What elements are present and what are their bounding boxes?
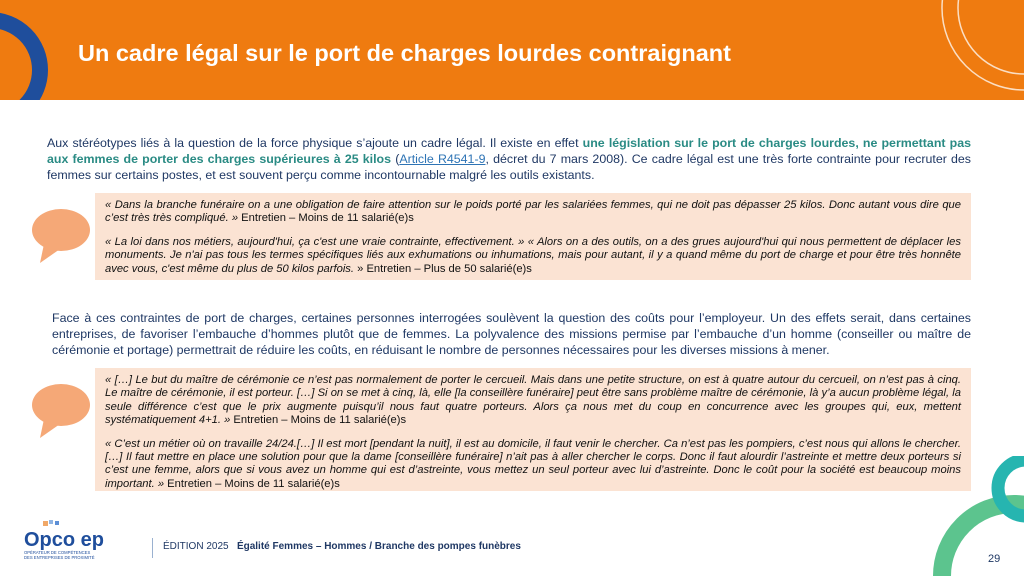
page-title: Un cadre légal sur le port de charges lourdes contraignant bbox=[78, 40, 731, 66]
footer-edition: ÉDITION 2025 bbox=[163, 541, 229, 552]
page-number: 29 bbox=[988, 553, 1001, 565]
quote-source: Entretien – Moins de 11 salarié(e)s bbox=[238, 212, 414, 225]
quote-item bbox=[105, 374, 961, 428]
intro-text-3: , décret du 7 mars 2008). Ce cadre légal est une très forte contrainte pour recruter des femmes sur certains postes, et est souvent perçu comme incontournable malgré les outils existants. bbox=[47, 152, 971, 182]
decorative-arcs-bottom-right bbox=[914, 456, 1024, 576]
quote-text: « C’est un métier où on travaille 24/24.[…] Il est mort [pendant la nuit], il est au domicile, il faut venir le chercher. Ca n’est pas les pompiers, c’est nous qui allons le chercher. […] Il faut mettre en place une solution pour que la dame [conseillère funéraire] n’ait pas à aller chercher le corps. Donc il faut alourdir l’astreinte et mettre deux porteurs si c’est une femme, alors que si vous avez un homme qui est d’astreinte, vous mettez un seul porteur avec lui d’astreinte. Donc le coût pour la société est beaucoup moins important. » bbox=[105, 437, 961, 490]
logo-graphic bbox=[22, 517, 132, 565]
decorative-arcs-right bbox=[914, 0, 1024, 100]
quote-text: « La loi dans nos métiers, aujourd'hui, ça c'est une vraie contrainte, effectivement. » « Alors on a des outils, on a des grues aujourd'hui qui nous permettent de déplacer les monuments. Je n'ai pas tous les termes spécifiques liés aux exhumations ou inhumations, mais pour autant, il y a quand même du port de charge et pour être très honnête avec vous, c'est même du plus de 50 kilos parfois. bbox=[105, 235, 961, 275]
quote-source: Entretien – Moins de 11 salarié(e)s bbox=[230, 414, 407, 427]
quote-item bbox=[105, 236, 961, 276]
intro-text-1: Aux stéréotypes liés à la question de la force physique s’ajoute un cadre légal. Il existe en effet bbox=[47, 136, 583, 150]
quote-item bbox=[105, 438, 961, 492]
footer-divider bbox=[152, 538, 153, 558]
speech-bubble-icon bbox=[30, 382, 92, 440]
opco-ep-logo bbox=[22, 517, 132, 570]
intro-text-2: ( bbox=[391, 152, 400, 166]
quote-item bbox=[105, 199, 961, 226]
quote-text: « […] Le but du maître de cérémonie ce n’est pas normalement de porter le cercueil. Mais dans une petite structure, on est à quatre autour du cercueil, on n’est pas à cinq. Le maître de cérémonie, il est porteur. […] Si on se met à cinq, là, elle [la conseillère funéraire] peut être sans problème maître de cérémonie, là y’a aucun problème légal, la seule différence c’est que le prix augmente puisqu’il nous faut quatre porteurs. Alors ça nous met du coup en concurrence avec les groupes qui, eux, mettent systématiquement 4+1. » bbox=[105, 374, 961, 427]
quote-box-2 bbox=[95, 368, 971, 491]
speech-bubble-icon bbox=[30, 207, 92, 265]
logo-subtitle-1: OPÉRATEUR DE COMPÉTENCES bbox=[24, 550, 91, 555]
quote-source: Entretien – Moins de 11 salarié(e)s bbox=[164, 477, 340, 490]
footer-subject: Égalité Femmes – Hommes / Branche des pompes funèbres bbox=[236, 541, 521, 552]
header-banner bbox=[0, 0, 1024, 100]
logo-subtitle-2: DES ENTREPRISES DE PROXIMITÉ bbox=[24, 555, 95, 560]
quote-box-1 bbox=[95, 193, 971, 280]
article-link[interactable]: Article R4541-9 bbox=[399, 152, 486, 166]
logo-text: Opco ep bbox=[24, 529, 105, 551]
middle-paragraph: Face à ces contraintes de port de charges, certaines personnes interrogées soulèvent la question des coûts pour l’employeur. Un des effets serait, dans certaines entreprises, de favoriser l’embauche d’hommes plutôt que de femmes. La polyvalence des missions permise par l’embauche d’un homme (conseiller ou maître de cérémonie et portage) permettrait de réduire les coûts, en réduisant le nombre de personnes nécessaires pour les diverses missions à mener. bbox=[52, 311, 971, 357]
footer-caption bbox=[163, 541, 521, 552]
quote-source: » Entretien – Plus de 50 salarié(e)s bbox=[354, 262, 532, 275]
quote-text: « Dans la branche funéraire on a une obligation de faire attention sur le poids porté par les salariées femmes, qui ne doit pas dépasser 25 kilos. Donc autant vous dire que c’est très très compliqué. » bbox=[105, 199, 961, 225]
intro-highlight: une législation sur le port de charges lourdes, ne permettant pas aux femmes de porter des charges supérieures à 25 kilos bbox=[47, 136, 971, 166]
decorative-arc-left bbox=[0, 0, 70, 100]
intro-paragraph bbox=[47, 135, 971, 183]
